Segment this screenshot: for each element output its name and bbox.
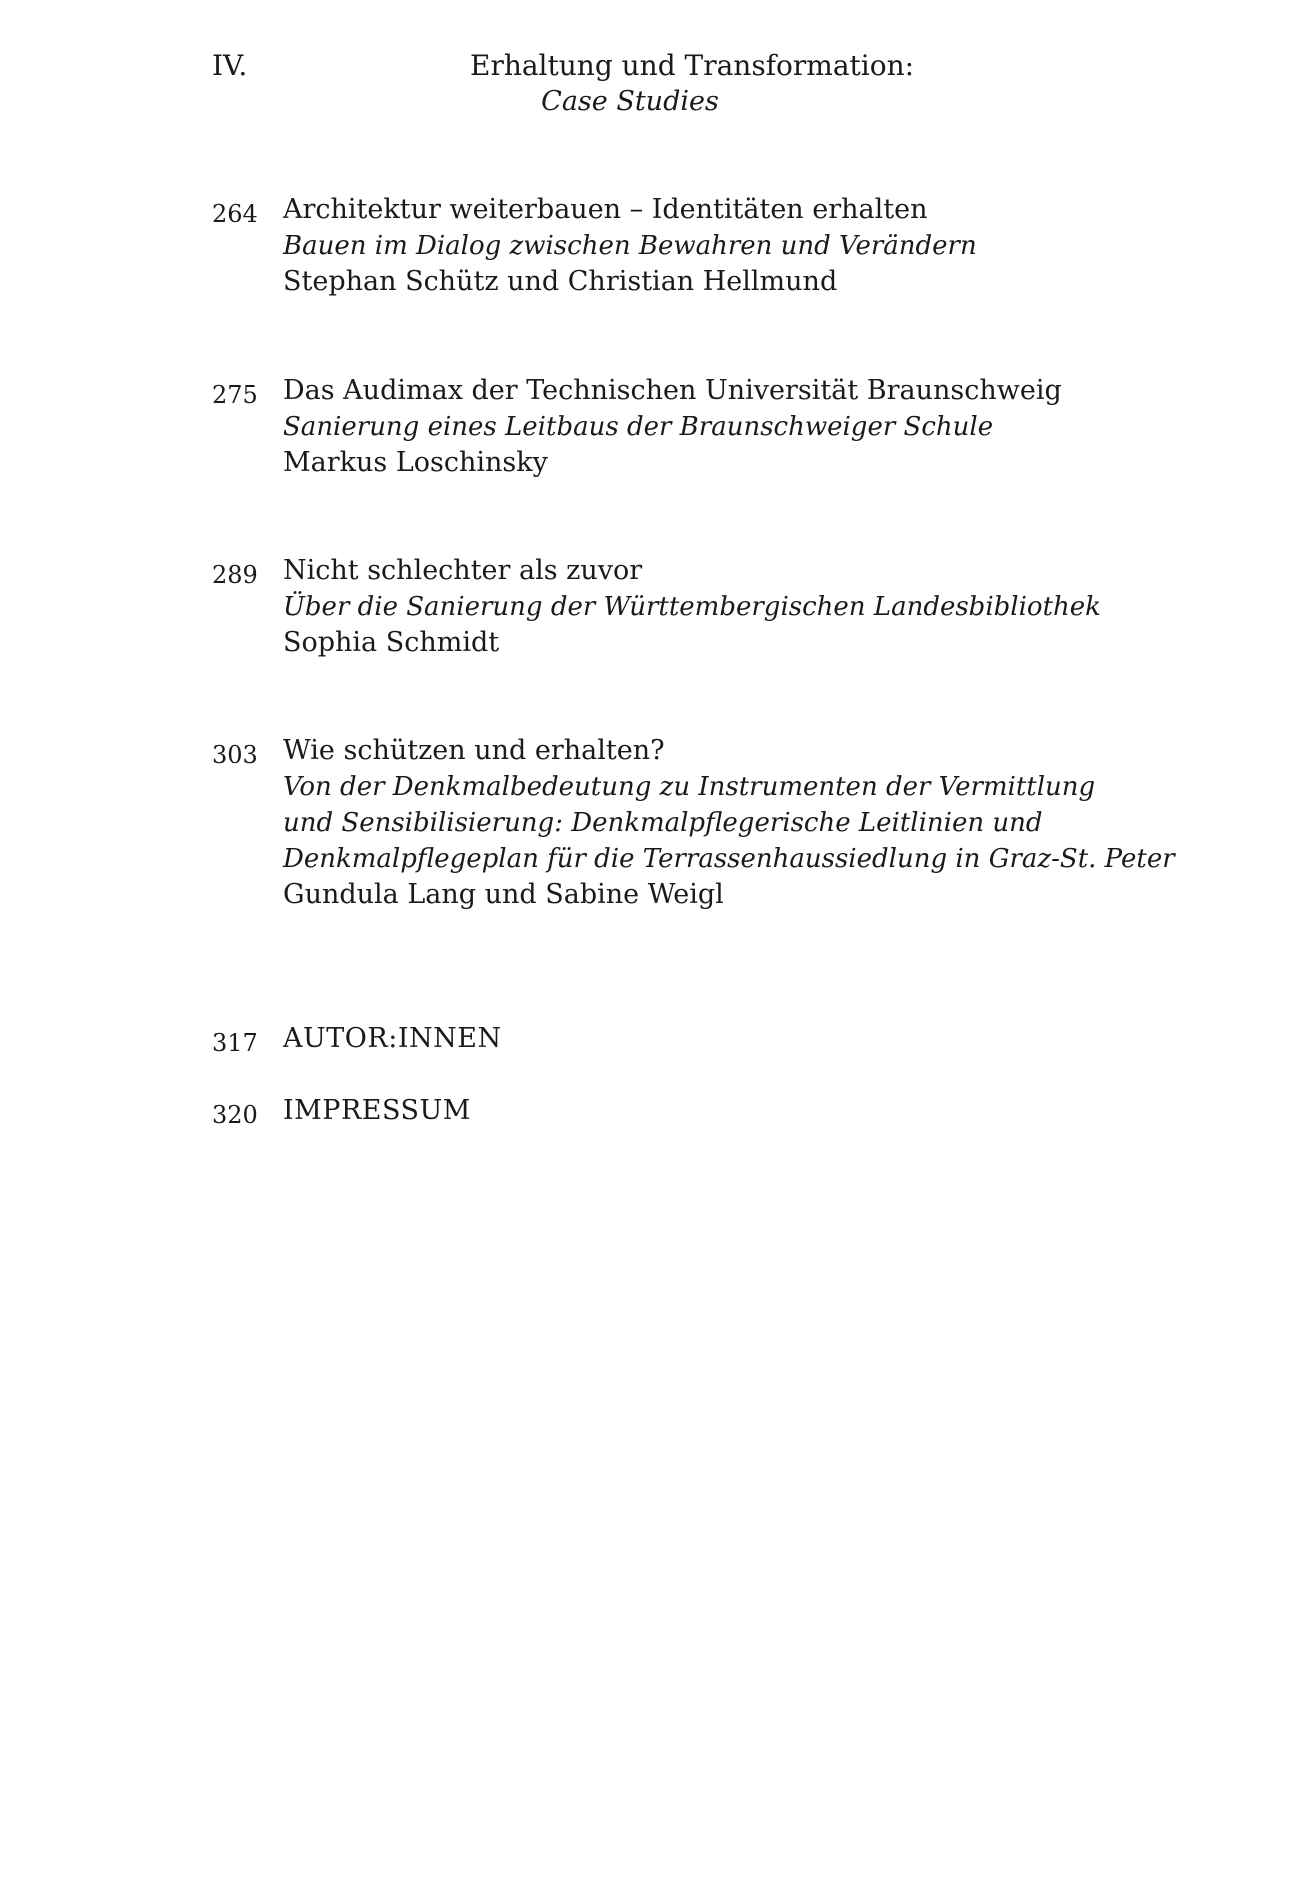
toc-entry-subtitle: und Sensibilisierung: Denkmalpflegerische Leitlinien und	[283, 808, 1043, 838]
toc-entry-subtitle: Von der Denkmalbedeutung zu Instrumenten der Vermittlung	[283, 772, 1096, 802]
toc-entry-title[interactable]: Nicht schlechter als zuvor	[283, 555, 643, 586]
toc-page-number: 289	[212, 561, 258, 589]
toc-page-number: 317	[212, 1029, 258, 1057]
section-subtitle: Case Studies	[541, 86, 719, 117]
toc-page-number: 320	[212, 1101, 258, 1129]
toc-page-number: 264	[212, 200, 258, 228]
toc-page-number: 303	[212, 741, 258, 769]
toc-entry-title[interactable]: Das Audimax der Technischen Universität Braunschweig	[283, 375, 1062, 406]
toc-appendix-title[interactable]: IMPRESSUM	[283, 1095, 471, 1126]
toc-entry-subtitle: Denkmalpflegeplan für die Terrassenhaussiedlung in Graz-St. Peter	[283, 844, 1175, 874]
section-title: Erhaltung und Transformation:	[470, 49, 915, 82]
toc-entry-authors: Sophia Schmidt	[283, 627, 500, 658]
toc-entry-authors: Gundula Lang und Sabine Weigl	[283, 879, 724, 910]
toc-entry-subtitle: Sanierung eines Leitbaus der Braunschweiger Schule	[283, 412, 994, 442]
toc-entry-authors: Markus Loschinsky	[283, 447, 548, 478]
toc-entry-subtitle: Über die Sanierung der Württembergischen Landesbibliothek	[283, 592, 1101, 622]
toc-entry-subtitle: Bauen im Dialog zwischen Bewahren und Verändern	[283, 231, 977, 261]
toc-appendix-title[interactable]: AUTOR:INNEN	[283, 1023, 502, 1054]
toc-entry-authors: Stephan Schütz und Christian Hellmund	[283, 266, 838, 297]
toc-entry-title[interactable]: Wie schützen und erhalten?	[283, 735, 665, 766]
toc-page-number: 275	[212, 381, 258, 409]
toc-entry-title[interactable]: Architektur weiterbauen – Identitäten erhalten	[283, 194, 928, 225]
section-number: IV.	[212, 49, 248, 82]
